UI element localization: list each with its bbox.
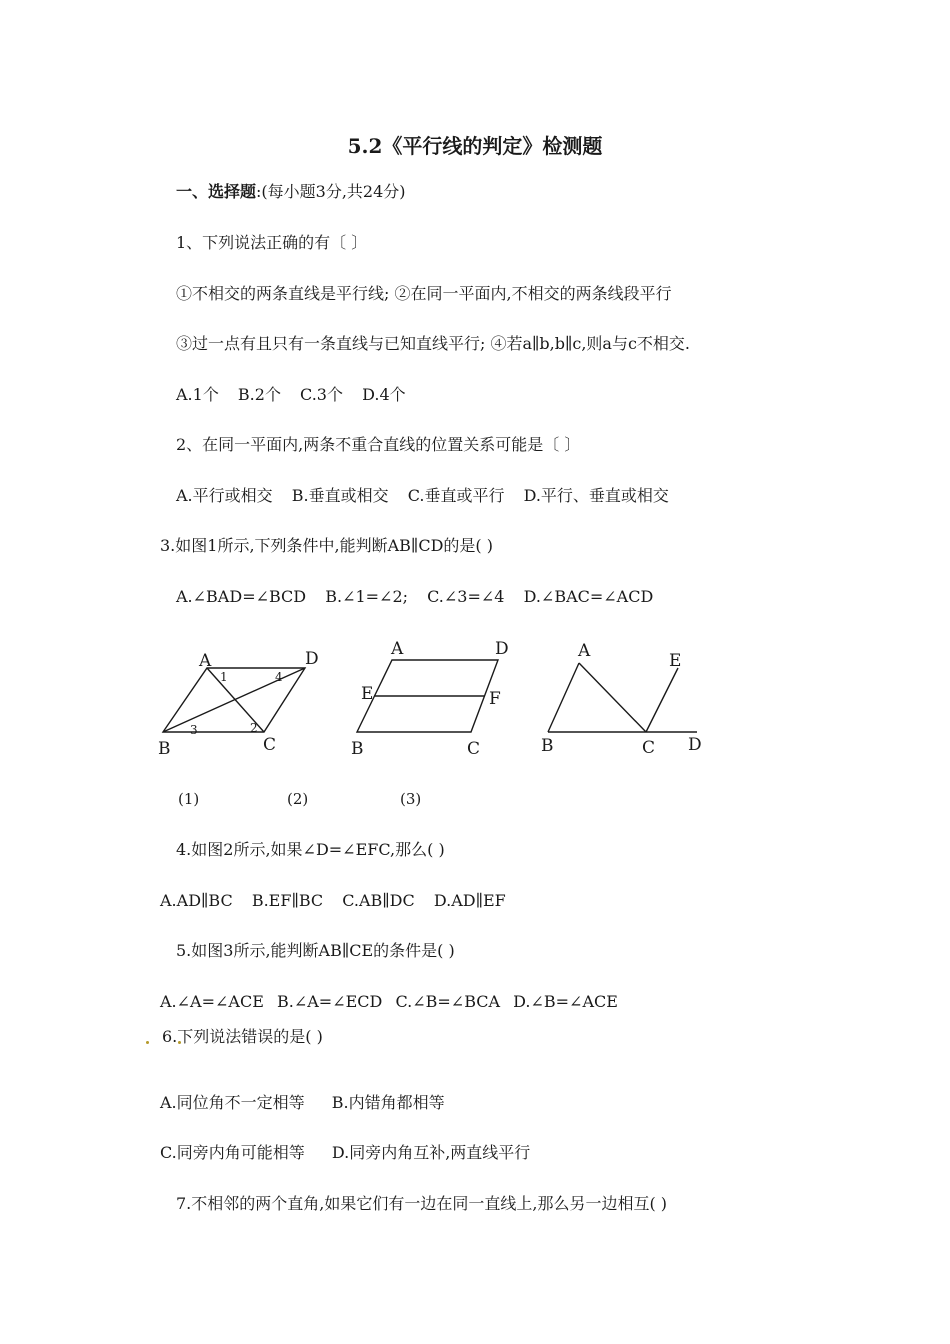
option-d: D.同旁内角互补,两直线平行	[331, 1143, 531, 1162]
fig2-label-c: C	[467, 739, 481, 759]
option-c: C.∠B=∠BCA	[395, 992, 501, 1011]
option-c: C.同旁内角可能相等	[160, 1143, 305, 1162]
section-heading	[176, 182, 406, 202]
option-b: B.2个	[237, 385, 281, 404]
option-b: B.∠A=∠ECD	[276, 992, 383, 1011]
question-4-stem: 4.如图2所示,如果∠D=∠EFC,那么( )	[176, 840, 445, 859]
option-a: A.∠BAD=∠BCD	[176, 587, 307, 606]
question-1-options	[176, 385, 420, 405]
question-1-statement-line-2: ③过一点有且只有一条直线与已知直线平行; ④若a∥b,b∥c,则a与c不相交.	[176, 334, 691, 353]
fig1-angle-1: 1	[220, 670, 228, 684]
option-c: C.垂直或平行	[407, 486, 505, 505]
page-title: 5.2《平行线的判定》检测题	[347, 134, 603, 158]
option-d: D.平行、垂直或相交	[523, 486, 669, 505]
option-d: D.∠BAC=∠ACD	[523, 587, 654, 606]
fig3-label-c: C	[642, 738, 656, 758]
figure-3-side-ab	[548, 663, 579, 732]
option-d: D.AD∥EF	[433, 891, 506, 910]
geometry-figures	[0, 630, 950, 820]
question-1-stem: 1、下列说法正确的有〔 〕	[176, 233, 368, 252]
question-4-options	[160, 891, 520, 911]
fig2-label-d: D	[495, 639, 509, 659]
question-2-options	[176, 486, 683, 506]
figure-3-side-ac	[579, 663, 646, 732]
question-6-options-row-1	[160, 1093, 459, 1113]
fig2-label-a: A	[391, 639, 404, 659]
fig1-label-a: A	[199, 651, 212, 671]
question-3-options	[176, 587, 667, 607]
fig1-label-b: B	[158, 739, 171, 759]
option-c: C.∠3=∠4	[427, 587, 505, 606]
fig1-angle-4: 4	[275, 670, 283, 684]
section-label: 一、选择题	[176, 182, 257, 201]
option-b: B.垂直或相交	[291, 486, 389, 505]
question-6-options-row-2	[160, 1143, 544, 1163]
option-c: C.AB∥DC	[342, 891, 415, 910]
figure-2	[357, 660, 498, 732]
figure-2-caption: (2)	[287, 790, 309, 808]
figure-3	[548, 663, 697, 732]
fig3-label-a: A	[578, 641, 591, 661]
option-a: A.同位角不一定相等	[160, 1093, 305, 1112]
question-2-stem: 2、在同一平面内,两条不重合直线的位置关系可能是〔 〕	[176, 435, 581, 454]
figure-1	[163, 668, 305, 732]
fig1-label-c: C	[263, 735, 277, 755]
option-b: B.EF∥BC	[251, 891, 324, 910]
fig3-label-d: D	[688, 735, 702, 755]
margin-mark	[146, 1041, 149, 1044]
fig2-label-f: F	[489, 689, 501, 709]
question-5-options	[160, 992, 626, 1012]
question-5-stem: 5.如图3所示,能判断AB∥CE的条件是( )	[176, 941, 455, 960]
fig1-label-d: D	[305, 649, 319, 669]
option-b: B.∠1=∠2;	[325, 587, 409, 606]
question-6-stem: 6.下列说法错误的是( )	[162, 1027, 323, 1046]
option-a: A.平行或相交	[176, 486, 273, 505]
fig1-angle-3: 3	[190, 723, 198, 737]
fig3-label-e: E	[669, 651, 682, 671]
figure-3-caption: (3)	[400, 790, 422, 808]
question-1-statement-line-1: ①不相交的两条直线是平行线; ②在同一平面内,不相交的两条线段平行	[176, 284, 672, 303]
section-note: :(每小题3分,共24分)	[256, 182, 406, 201]
option-d: D.∠B=∠ACE	[513, 992, 618, 1011]
option-a: A.AD∥BC	[160, 891, 233, 910]
option-a: A.∠A=∠ACE	[160, 992, 264, 1011]
fig3-label-b: B	[541, 736, 554, 756]
option-c: C.3个	[300, 385, 343, 404]
question-7-stem: 7.不相邻的两个直角,如果它们有一边在同一直线上,那么另一边相互( )	[176, 1194, 668, 1213]
option-d: D.4个	[362, 385, 406, 404]
figure-1-caption: (1)	[178, 790, 200, 808]
question-3-stem: 3.如图1所示,下列条件中,能判断AB∥CD的是( )	[160, 536, 493, 555]
option-a: A.1个	[176, 385, 219, 404]
fig1-angle-2: 2	[250, 721, 258, 735]
fig2-label-b: B	[351, 739, 364, 759]
figure-3-ray-ce	[646, 668, 678, 732]
fig2-label-e: E	[361, 684, 374, 704]
option-b: B.内错角都相等	[331, 1093, 445, 1112]
